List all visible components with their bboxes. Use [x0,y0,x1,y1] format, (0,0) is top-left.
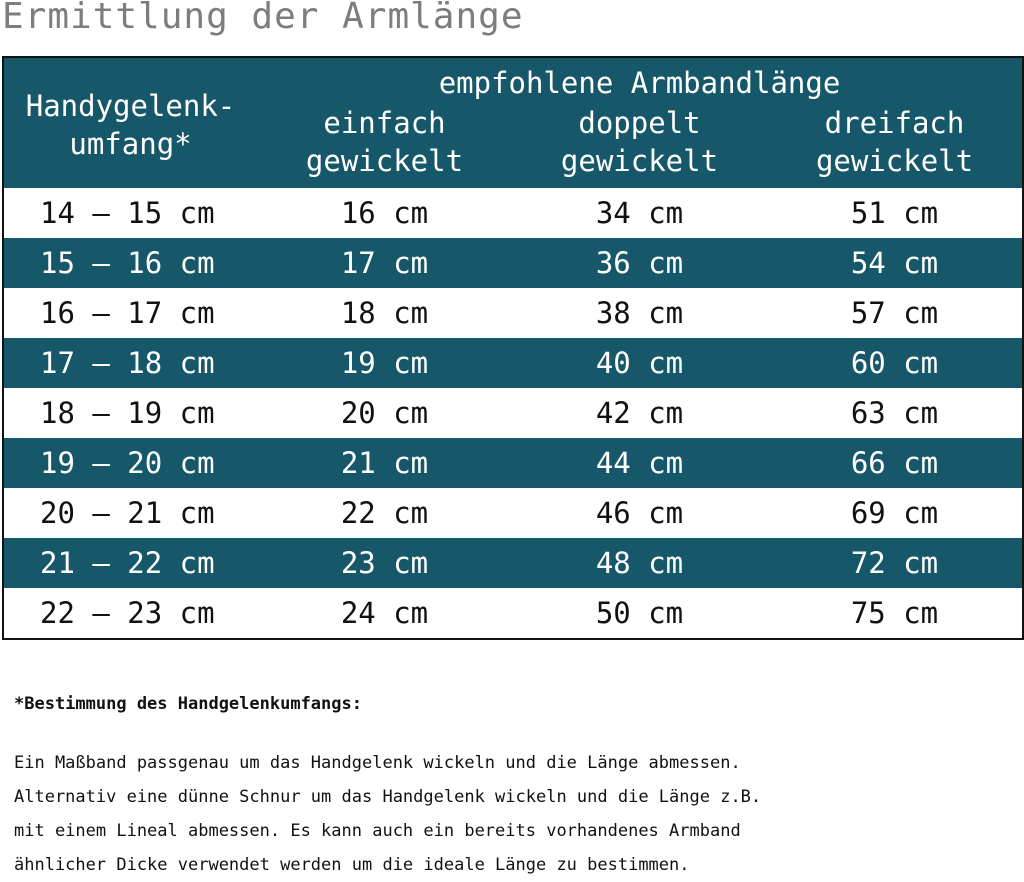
double-wrap-cell: 40 cm [512,338,767,388]
triple-wrap-cell: 57 cm [767,288,1023,338]
single-wrap-cell: 18 cm [257,288,512,338]
table-row [3,238,1023,288]
page-title: Ermittlung der Armlänge [2,0,524,37]
notes-line: mit einem Lineal abmessen. Es kann auch ein bereits vorhandenes Armband [14,821,741,841]
table-row [3,188,1023,238]
notes-body [14,746,761,882]
table-row [3,338,1023,388]
single-wrap-cell: 19 cm [257,338,512,388]
single-wrap-cell: 22 cm [257,488,512,538]
column-header-single [257,102,512,188]
single-wrap-cell: 24 cm [257,588,512,639]
wrist-range-cell: 17 – 18 cm [3,338,257,388]
column-header-double-line-1: doppelt [578,106,701,140]
wrist-range-cell: 16 – 17 cm [3,288,257,338]
wrist-range-cell: 20 – 21 cm [3,488,257,538]
triple-wrap-cell: 66 cm [767,438,1023,488]
notes-heading: *Bestimmung des Handgelenkumfangs: [14,694,362,714]
double-wrap-cell: 50 cm [512,588,767,639]
double-wrap-cell: 38 cm [512,288,767,338]
notes-line: ähnlicher Dicke verwendet werden um die ideale Länge zu bestimmen. [14,855,690,875]
double-wrap-cell: 36 cm [512,238,767,288]
single-wrap-cell: 23 cm [257,538,512,588]
column-header-single-line-1: einfach [323,106,446,140]
table-row [3,288,1023,338]
triple-wrap-cell: 75 cm [767,588,1023,639]
wrist-range-cell: 21 – 22 cm [3,538,257,588]
single-wrap-cell: 16 cm [257,188,512,238]
triple-wrap-cell: 51 cm [767,188,1023,238]
column-header-single-line-2: gewickelt [305,144,464,178]
notes-line: Ein Maßband passgenau um das Handgelenk wickeln und die Länge abmessen. [14,753,741,773]
double-wrap-cell: 46 cm [512,488,767,538]
triple-wrap-cell: 54 cm [767,238,1023,288]
triple-wrap-cell: 69 cm [767,488,1023,538]
bracelet-length-table [2,56,1024,640]
table-row [3,538,1023,588]
recommended-length-header: empfohlene Armbandlänge [257,57,1023,102]
table-row [3,588,1023,639]
table-row [3,388,1023,438]
double-wrap-cell: 34 cm [512,188,767,238]
wrist-range-cell: 15 – 16 cm [3,238,257,288]
table-row [3,438,1023,488]
wrist-header-line-1: Handygelenk- [25,89,236,123]
triple-wrap-cell: 72 cm [767,538,1023,588]
single-wrap-cell: 17 cm [257,238,512,288]
wrist-header-line-2: umfang* [69,127,192,161]
wrist-circumference-header [3,57,257,188]
single-wrap-cell: 20 cm [257,388,512,438]
column-header-triple-line-2: gewickelt [815,144,974,178]
double-wrap-cell: 42 cm [512,388,767,438]
notes-line: Alternativ eine dünne Schnur um das Handgelenk wickeln und die Länge z.B. [14,787,762,807]
column-header-double [512,102,767,188]
wrist-range-cell: 19 – 20 cm [3,438,257,488]
triple-wrap-cell: 60 cm [767,338,1023,388]
table-row [3,488,1023,538]
wrist-range-cell: 18 – 19 cm [3,388,257,438]
wrist-range-cell: 14 – 15 cm [3,188,257,238]
wrist-range-cell: 22 – 23 cm [3,588,257,639]
column-header-triple-line-1: dreifach [824,106,965,140]
double-wrap-cell: 44 cm [512,438,767,488]
double-wrap-cell: 48 cm [512,538,767,588]
column-header-triple [767,102,1023,188]
column-header-double-line-2: gewickelt [560,144,719,178]
single-wrap-cell: 21 cm [257,438,512,488]
triple-wrap-cell: 63 cm [767,388,1023,438]
